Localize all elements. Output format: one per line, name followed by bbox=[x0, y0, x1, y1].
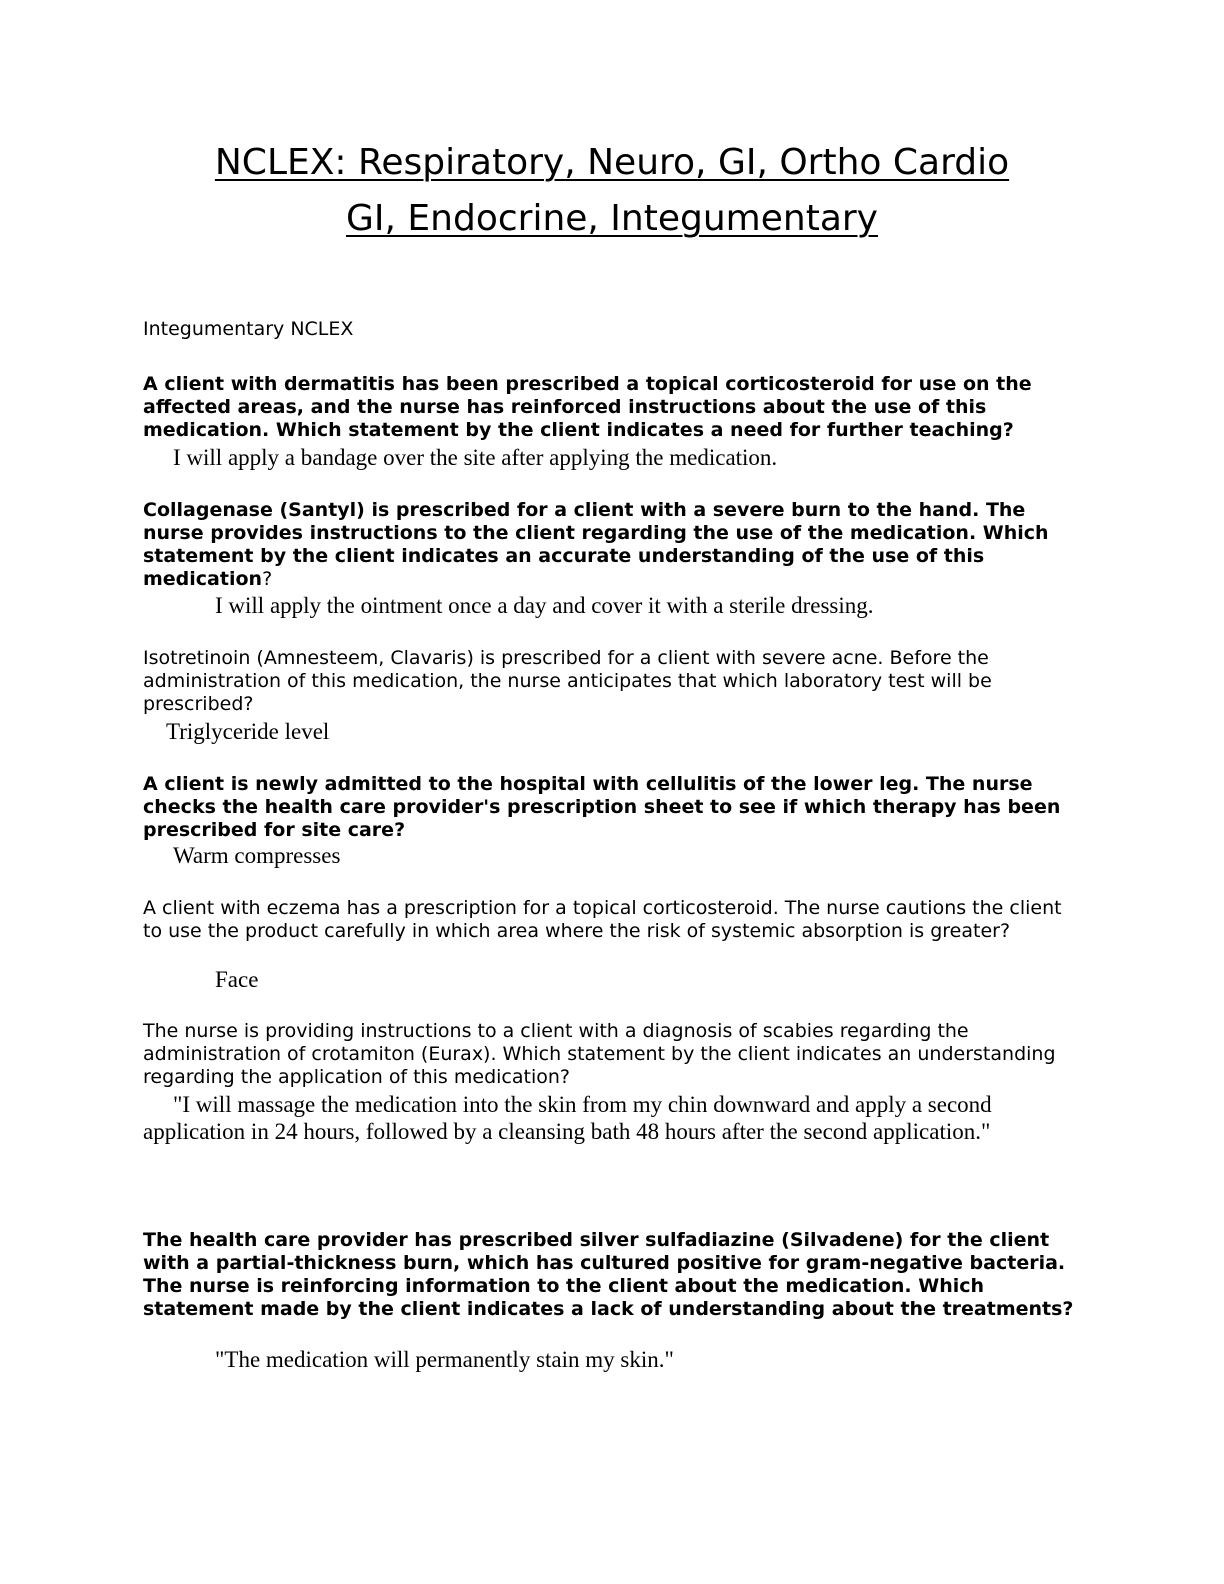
answer-4: Warm compresses bbox=[173, 843, 341, 868]
section-heading: Integumentary NCLEX bbox=[143, 318, 354, 340]
question-5: A client with eczema has a prescription for a topical corticosteroid. The nurse cautions the client to use the product carefully in which area where the risk of systemic absorption is greater? bbox=[143, 897, 1062, 942]
answer-6: "I will massage the medication into the skin from my chin downward and apply a second application in 24 hours, followed by a cleansing bath 48 hours after the second application." bbox=[143, 1092, 992, 1144]
answer-5: Face bbox=[215, 967, 259, 992]
question-4: A client is newly admitted to the hospital with cellulitis of the lower leg. The nurse checks the health care provider's prescription sheet to see if which therapy has been prescribed for site care? bbox=[143, 773, 1061, 841]
answer-3: Triglyceride level bbox=[166, 719, 330, 744]
question-1: A client with dermatitis has been prescribed a topical corticosteroid for use on the affected areas, and the nurse has reinforced instructions about the use of this medication. Which statement by the client indicates a need for further teaching? bbox=[143, 373, 1032, 441]
question-7: The health care provider has prescribed silver sulfadiazine (Silvadene) for the client with a partial-thickness burn, which has cultured positive for gram-negative bacteria. The nurse is reinforcing information to the client about the medication. Which statement made by the client indicates a lack of understanding about the treatments? bbox=[143, 1229, 1074, 1320]
question-2-trail: ? bbox=[262, 568, 273, 590]
answer-1: I will apply a bandage over the site after applying the medication. bbox=[173, 445, 778, 470]
answer-7: "The medication will permanently stain my skin." bbox=[215, 1347, 674, 1372]
document-title-line-2: GI, Endocrine, Integumentary bbox=[346, 198, 878, 239]
question-6: The nurse is providing instructions to a client with a diagnosis of scabies regarding the administration of crotamiton (Eurax). Which statement by the client indicates an understanding regarding the application of this medication? bbox=[143, 1020, 1056, 1088]
question-2-text: Collagenase (Santyl) is prescribed for a client with a severe burn to the hand. The nurse provides instructions to the client regarding the use of the medication. Which statement by the client indicates an accurate understanding of the use of this medication bbox=[143, 499, 1049, 590]
document-title-line-1: NCLEX: Respiratory, Neuro, GI, Ortho Cardio bbox=[214, 142, 1010, 183]
answer-2: I will apply the ointment once a day and cover it with a sterile dressing. bbox=[215, 593, 874, 618]
question-2 bbox=[143, 499, 1083, 591]
question-3: Isotretinoin (Amnesteem, Clavaris) is prescribed for a client with severe acne. Before the administration of this medication, the nurse anticipates that which laboratory test will be prescribed? bbox=[143, 647, 992, 715]
